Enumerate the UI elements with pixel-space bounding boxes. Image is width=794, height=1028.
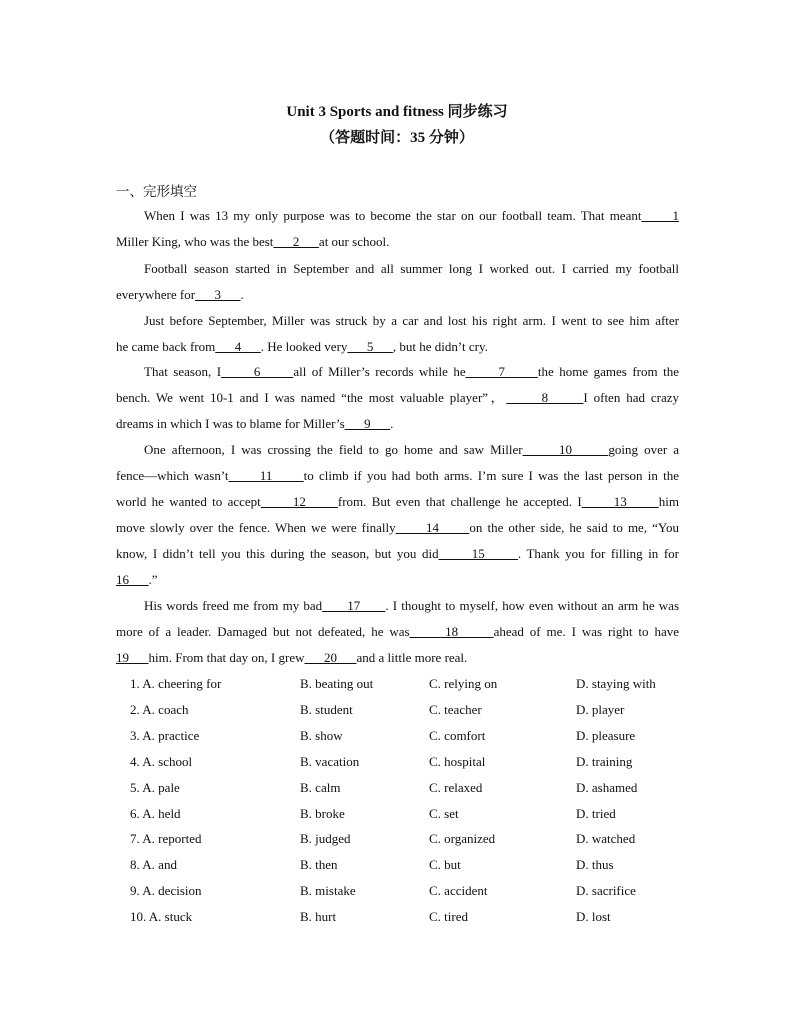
passage-text: know, I didn’t tell you this during the season, but you did	[116, 546, 439, 561]
question-1	[130, 676, 690, 692]
option-a: 7. A. reported	[130, 831, 202, 847]
blank-12: 12	[260, 494, 338, 509]
blank-5: 5	[347, 339, 393, 354]
blank-2: 2	[273, 234, 319, 249]
passage-line	[116, 624, 679, 640]
question-3	[130, 728, 690, 744]
option-a: 4. A. school	[130, 753, 193, 769]
passage-text: .	[390, 416, 394, 431]
page-title: Unit 3 Sports and fitness 同步练习	[286, 104, 508, 120]
passage-line	[116, 287, 679, 303]
blank-7: 7	[465, 364, 538, 379]
question-9	[130, 883, 690, 899]
passage-text: everywhere for	[116, 287, 196, 302]
option-d: D. training	[576, 753, 633, 769]
passage-text: fence—which wasn’t	[116, 468, 229, 483]
option-c: C. teacher	[429, 701, 482, 717]
passage-text: all of Miller’s records while he	[293, 364, 466, 379]
option-c: C. organized	[429, 831, 496, 847]
passage-line	[116, 390, 679, 406]
passage-text: Just before September, Miller was struck by a car and lost his right arm. I went to see him after	[144, 313, 679, 328]
option-b: B. judged	[300, 831, 351, 847]
passage-text: , but he didn’t cry.	[392, 339, 488, 354]
passage-text: him. From that day on, I grew	[148, 650, 305, 665]
passage-text: I often had crazy	[583, 390, 680, 405]
passage-text: move slowly over the fence. When we were finally	[116, 520, 396, 535]
question-8	[130, 857, 690, 873]
blank-1: 1	[641, 208, 680, 223]
passage-line	[116, 572, 679, 588]
passage-text: That season, I	[144, 364, 222, 379]
question-7	[130, 831, 690, 847]
option-b: B. calm	[300, 779, 341, 795]
blank-9: 9	[344, 416, 391, 431]
passage-text: the home games from the	[537, 364, 679, 379]
passage-text: .”	[148, 572, 158, 587]
option-d: D. player	[576, 701, 625, 717]
passage-line	[116, 339, 679, 355]
option-a: 3. A. practice	[130, 727, 200, 743]
passage-text: him	[658, 494, 680, 509]
passage-text: dreams in which I was to blame for Miller’s	[116, 416, 345, 431]
option-a: 5. A. pale	[130, 779, 180, 795]
passage-text: Football season started in September and all summer long I worked out. I carried my football	[144, 261, 679, 276]
question-10	[130, 909, 690, 925]
question-4	[130, 754, 690, 770]
passage-text: from. But even that challenge he accepted. I	[337, 494, 582, 509]
blank-11: 11	[228, 468, 304, 483]
passage-text: going over a	[608, 442, 680, 457]
option-d: D. lost	[576, 909, 611, 925]
passage-text: His words freed me from my bad	[144, 598, 323, 613]
option-d: D. staying with	[576, 676, 656, 691]
passage-line	[116, 494, 679, 510]
question-5	[130, 780, 690, 796]
option-c: C. relying on	[429, 676, 498, 691]
passage-line	[116, 313, 679, 329]
question-2	[130, 702, 690, 718]
option-a: 2. A. coach	[130, 701, 189, 717]
option-d: D. watched	[576, 831, 636, 847]
question-6	[130, 806, 690, 822]
option-b: B. vacation	[300, 753, 360, 769]
passage-text: One afternoon, I was crossing the field to go home and saw Miller	[144, 442, 523, 457]
option-d: D. tried	[576, 805, 616, 821]
blank-15: 15	[438, 546, 518, 561]
passage-text: on the other side, he said to me, “You	[469, 520, 680, 535]
option-d: D. pleasure	[576, 727, 636, 743]
option-b: B. beating out	[300, 676, 374, 691]
option-d: D. thus	[576, 857, 614, 873]
option-b: B. broke	[300, 805, 345, 821]
option-a: 6. A. held	[130, 805, 181, 821]
passage-line	[116, 364, 679, 380]
option-c: C. relaxed	[429, 779, 483, 795]
passage-text: at our school.	[318, 234, 390, 249]
passage-text: When I was 13 my only purpose was to become the star on our football team. That meant	[144, 208, 642, 223]
option-c: C. comfort	[429, 727, 486, 743]
passage-line	[116, 468, 679, 484]
passage-text: to climb if you had both arms. I’m sure I was the last person in the	[303, 468, 679, 483]
passage-text: ahead of me. I was right to have	[493, 624, 679, 639]
blank-10: 10	[522, 442, 609, 457]
blank-14: 14	[395, 520, 470, 535]
blank-13: 13	[581, 494, 659, 509]
option-a: 9. A. decision	[130, 883, 202, 899]
blank-6: 6	[221, 364, 294, 379]
passage-text: world he wanted to accept	[116, 494, 261, 509]
blank-4: 4	[215, 339, 261, 354]
option-a: 10. A. stuck	[130, 909, 193, 925]
option-c: C. accident	[429, 883, 488, 899]
passage-line	[116, 520, 679, 536]
option-c: C. tired	[429, 909, 468, 925]
section-heading: 一、完形填空	[116, 184, 197, 199]
passage-line	[116, 208, 679, 224]
option-c: C. but	[429, 857, 461, 873]
passage-text: bench. We went 10-1 and I was named “the most valuable player”，	[116, 390, 507, 405]
passage-line	[116, 416, 679, 432]
passage-text: he came back from	[116, 339, 216, 354]
option-b: B. hurt	[300, 909, 337, 925]
option-d: D. sacrifice	[576, 883, 636, 899]
page-subtitle: （答题时间：35 分钟）	[320, 130, 474, 146]
passage-line	[116, 650, 679, 666]
passage-text: Miller King, who was the best	[116, 234, 274, 249]
option-b: B. show	[300, 727, 343, 743]
option-a: 1. A. cheering for	[130, 676, 222, 691]
option-c: C. hospital	[429, 753, 486, 769]
passage-text: and a little more real.	[356, 650, 468, 665]
passage-line	[116, 261, 679, 277]
option-d: D. ashamed	[576, 779, 638, 795]
passage-text: . He looked very	[260, 339, 348, 354]
passage-line	[116, 234, 679, 250]
passage-line	[116, 598, 679, 614]
passage-line	[116, 546, 679, 562]
passage-text: . I thought to myself, how even without an arm he was	[385, 598, 680, 613]
blank-3: 3	[195, 287, 241, 302]
blank-16: 16	[116, 572, 149, 587]
blank-18: 18	[409, 624, 494, 639]
blank-8: 8	[506, 390, 584, 405]
blank-20: 20	[304, 650, 357, 665]
passage-line	[116, 442, 679, 458]
option-b: B. mistake	[300, 883, 356, 899]
blank-17: 17	[322, 598, 386, 613]
option-b: B. student	[300, 701, 353, 717]
option-c: C. set	[429, 805, 459, 821]
blank-19: 19	[116, 650, 149, 665]
option-a: 8. A. and	[130, 857, 177, 873]
passage-text: . Thank you for filling in for	[517, 546, 679, 561]
passage-text: more of a leader. Damaged but not defeated, he was	[116, 624, 410, 639]
option-b: B. then	[300, 857, 338, 873]
passage-text: .	[240, 287, 244, 302]
